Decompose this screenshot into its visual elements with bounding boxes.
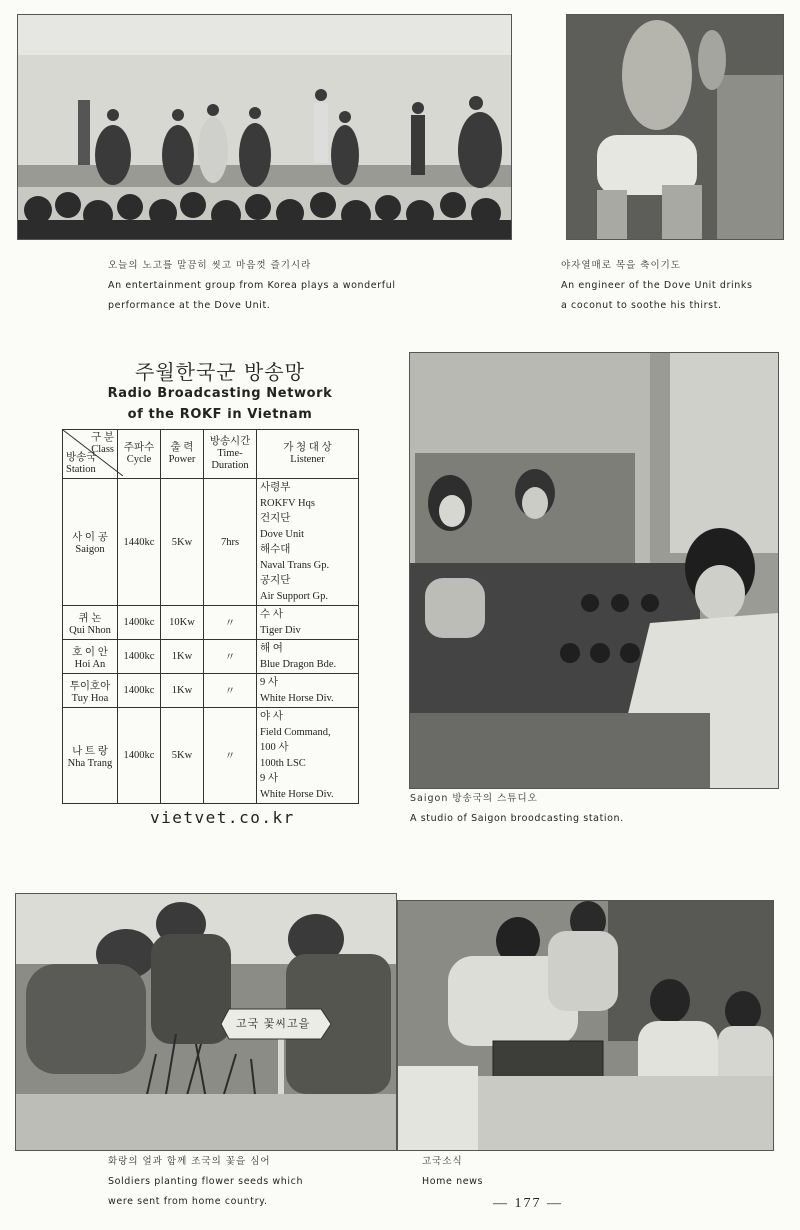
station-name-ko: 투이호아 xyxy=(69,680,111,692)
listener-line: Dove Unit xyxy=(260,528,305,540)
photo-concert-stage xyxy=(17,14,512,240)
header-listener xyxy=(257,430,359,479)
cycle-cell: 1400kc xyxy=(118,674,161,708)
listener-line: 9 사 xyxy=(260,773,279,784)
listener-cell xyxy=(257,640,359,674)
power-cell: 5Kw xyxy=(161,708,204,804)
caption-concert-en-1: An entertainment group from Korea plays a wonderful xyxy=(108,280,396,291)
caption-concert-en-2: performance at the Dove Unit. xyxy=(108,300,271,311)
power-cell: 10Kw xyxy=(161,606,204,640)
caption-studio-en: A studio of Saigon broodcasting station. xyxy=(410,813,624,824)
listener-line: 공지단 xyxy=(260,575,291,586)
header-listener-ko: 가 청 대 상 xyxy=(283,442,332,453)
cycle-cell: 1400kc xyxy=(118,640,161,674)
listener-line: 건지단 xyxy=(260,513,291,524)
header-time-ko: 방송시간 xyxy=(209,436,251,447)
header-power-en: Power xyxy=(168,454,196,465)
header-time xyxy=(204,430,257,479)
table-body xyxy=(63,479,359,804)
listener-line: Naval Trans Gp. xyxy=(260,559,330,571)
header-cycle-ko: 주파수 xyxy=(123,442,155,453)
table-row xyxy=(63,708,359,804)
caption-flowers-en-2: were sent from home country. xyxy=(108,1196,268,1207)
header-class-en: Class xyxy=(91,444,114,455)
page-number: — 177 — xyxy=(493,1196,563,1211)
station-cell xyxy=(63,606,118,640)
caption-home-news xyxy=(422,1152,622,1192)
cycle-cell: 1440kc xyxy=(118,479,161,606)
station-name-ko: 호 이 안 xyxy=(72,646,108,658)
caption-coconut xyxy=(561,256,791,316)
table-row xyxy=(63,479,359,606)
header-power xyxy=(161,430,204,479)
photo-engineer-coconut xyxy=(566,14,784,240)
listener-line: White Horse Div. xyxy=(260,692,334,704)
listener-line: 수 사 xyxy=(260,609,283,620)
flower-seed-sign-text: 고국 꽃씨고을 xyxy=(236,1017,311,1030)
station-cell xyxy=(63,640,118,674)
network-title-en xyxy=(95,383,345,425)
listener-line: 야 사 xyxy=(260,711,283,722)
header-cycle xyxy=(118,430,161,479)
photo-home-news-radio xyxy=(397,900,774,1151)
header-power-ko: 출 력 xyxy=(170,442,194,453)
listener-line: 100 사 xyxy=(260,742,289,753)
listener-line: Air Support Gp. xyxy=(260,590,328,602)
station-name-en: Hoi An xyxy=(74,658,106,670)
cycle-cell: 1400kc xyxy=(118,606,161,640)
caption-studio xyxy=(410,789,710,829)
cycle-cell: 1400kc xyxy=(118,708,161,804)
station-cell xyxy=(63,479,118,606)
caption-home-news-ko: 고국소식 xyxy=(422,1156,463,1167)
time-cell: 〃 xyxy=(204,606,257,640)
station-name-en: Qui Nhon xyxy=(69,624,111,636)
time-cell: 〃 xyxy=(204,674,257,708)
table-header-row xyxy=(63,430,359,479)
time-cell: 〃 xyxy=(204,640,257,674)
listener-line: Tiger Div xyxy=(260,624,301,636)
power-cell: 1Kw xyxy=(161,674,204,708)
listener-line: 100th LSC xyxy=(260,757,306,769)
header-station-ko: 방송국 xyxy=(66,452,97,463)
time-cell: 7hrs xyxy=(204,479,257,606)
caption-flowers-en-1: Soldiers planting flower seeds which xyxy=(108,1176,304,1187)
caption-concert xyxy=(108,256,508,316)
station-name-ko: 나 트 랑 xyxy=(72,745,108,757)
header-class-station xyxy=(63,430,118,479)
network-title-en-line-1: Radio Broadcasting Network xyxy=(107,386,333,401)
photo-soldiers-planting-flowers xyxy=(15,893,397,1151)
network-title-ko: 주월한국군 방송망 xyxy=(135,360,305,384)
header-cycle-en: Cycle xyxy=(126,454,152,465)
header-listener-en: Listener xyxy=(290,454,325,465)
caption-flowers xyxy=(108,1152,408,1212)
broadcasting-network-table xyxy=(62,429,359,804)
listener-line: Field Command, xyxy=(260,726,331,738)
listener-cell xyxy=(257,708,359,804)
caption-coconut-en-1: An engineer of the Dove Unit drinks xyxy=(561,280,753,291)
photo-saigon-studio xyxy=(409,352,779,789)
listener-line: 해수대 xyxy=(260,544,291,555)
listener-line: White Horse Div. xyxy=(260,788,334,800)
caption-flowers-ko: 화랑의 얼과 함께 조국의 꽃을 심어 xyxy=(108,1156,271,1167)
caption-coconut-en-2: a coconut to soothe his thirst. xyxy=(561,300,722,311)
station-name-en: Saigon xyxy=(75,544,105,555)
station-name-en: Nha Trang xyxy=(67,757,113,769)
station-name-en: Tuy Hoa xyxy=(71,692,109,704)
caption-home-news-en: Home news xyxy=(422,1176,484,1187)
station-cell xyxy=(63,674,118,708)
listener-cell xyxy=(257,606,359,640)
site-watermark-url: vietvet.co.kr xyxy=(150,808,295,827)
network-title-en-line-2: of the ROKF in Vietnam xyxy=(127,407,313,422)
time-cell: 〃 xyxy=(204,708,257,804)
listener-line: Blue Dragon Bde. xyxy=(260,658,337,670)
table-row xyxy=(63,674,359,708)
caption-studio-ko: Saigon 방송국의 스튜디오 xyxy=(410,793,538,804)
header-class-ko: 구 분 xyxy=(91,432,114,443)
listener-line: 사령부 xyxy=(260,482,291,493)
header-station-en: Station xyxy=(66,464,96,475)
caption-concert-ko: 오늘의 노고를 말끔히 씻고 마음껏 즐기시라 xyxy=(108,260,312,271)
listener-cell xyxy=(257,479,359,606)
table-row xyxy=(63,606,359,640)
power-cell: 5Kw xyxy=(161,479,204,606)
listener-cell xyxy=(257,674,359,708)
station-name-ko: 퀴 논 xyxy=(78,612,102,624)
header-time-en: Time-Duration xyxy=(211,448,249,471)
listener-line: 해 여 xyxy=(260,643,283,654)
power-cell: 1Kw xyxy=(161,640,204,674)
station-name-ko: 사 이 공 xyxy=(72,532,108,543)
caption-coconut-ko: 야자열매로 목을 축이기도 xyxy=(561,260,681,271)
table-row xyxy=(63,640,359,674)
station-cell xyxy=(63,708,118,804)
listener-line: ROKFV Hqs xyxy=(260,497,315,509)
listener-line: 9 사 xyxy=(260,677,279,688)
